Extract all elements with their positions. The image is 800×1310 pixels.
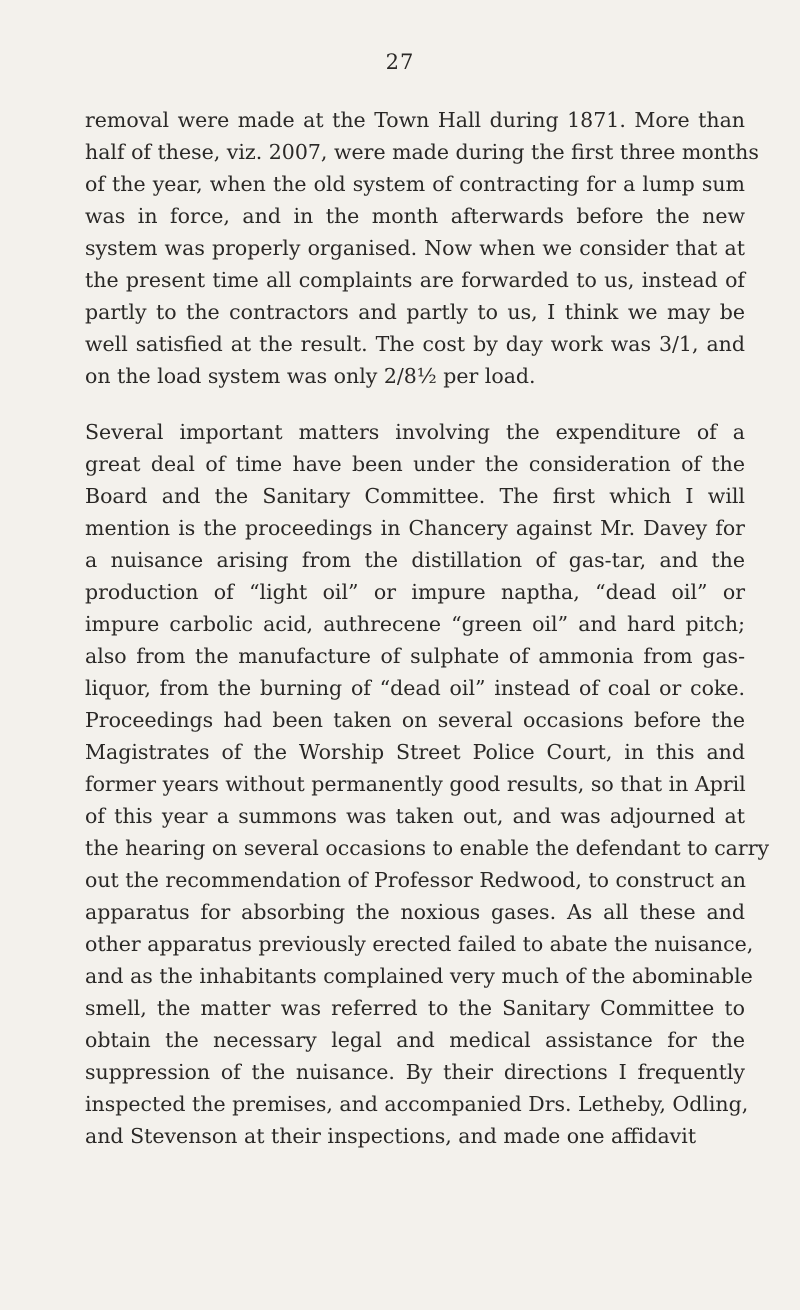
text-line: was in force, and in the month afterwards before the new <box>85 204 745 228</box>
text-line: partly to the contractors and partly to us, I think we may be <box>85 300 745 324</box>
page-number: 27 <box>385 50 415 74</box>
text-line: half of these, viz. 2007, were made during the first three months <box>85 140 759 164</box>
text-line: and as the inhabitants complained very much of the abominable <box>85 964 753 988</box>
text-line: apparatus for absorbing the noxious gases. As all these and <box>85 900 745 924</box>
text-line: system was properly organised. Now when we consider that at <box>85 236 745 260</box>
text-line: great deal of time have been under the consideration of the <box>85 452 745 476</box>
paragraph-2 <box>85 416 770 1152</box>
text-line: a nuisance arising from the distillation of gas-tar, and the <box>85 548 745 572</box>
text-line: impure carbolic acid, authrecene “green oil” and hard pitch; <box>85 612 745 636</box>
text-line: and Stevenson at their inspections, and made one affidavit <box>85 1124 697 1148</box>
text-line: mention is the proceedings in Chancery against Mr. Davey for <box>85 516 745 540</box>
text-line: on the load system was only 2/8½ per load. <box>85 364 536 388</box>
text-line: obtain the necessary legal and medical assistance for the <box>85 1028 745 1052</box>
text-line: out the recommendation of Professor Redwood, to construct an <box>85 868 746 892</box>
text-line: other apparatus previously erected failed to abate the nuisance, <box>85 932 754 956</box>
text-line: the hearing on several occasions to enable the defendant to carry <box>85 836 770 860</box>
text-line: Magistrates of the Worship Street Police Court, in this and <box>85 740 745 764</box>
text-line: production of “light oil” or impure naptha, “dead oil” or <box>85 580 745 604</box>
text-line: smell, the matter was referred to the Sanitary Committee to <box>85 996 745 1020</box>
text-line: of this year a summons was taken out, and was adjourned at <box>85 804 745 828</box>
text-line: inspected the premises, and accompanied Drs. Letheby, Odling, <box>85 1092 749 1116</box>
text-line: Several important matters involving the expenditure of a <box>85 420 745 444</box>
text-line: Board and the Sanitary Committee. The first which I will <box>85 484 745 508</box>
text-line: Proceedings had been taken on several occasions before the <box>85 708 745 732</box>
paragraph-1 <box>85 104 759 392</box>
text-line: liquor, from the burning of “dead oil” instead of coal or coke. <box>85 676 745 700</box>
text-line: well satisfied at the result. The cost by day work was 3/1, and <box>85 332 745 356</box>
text-line: also from the manufacture of sulphate of ammonia from gas- <box>85 644 745 668</box>
text-line: suppression of the nuisance. By their directions I frequently <box>85 1060 745 1084</box>
text-line: of the year, when the old system of contracting for a lump sum <box>85 172 745 196</box>
text-line: the present time all complaints are forwarded to us, instead of <box>85 268 745 292</box>
text-line: former years without permanently good results, so that in April <box>85 772 746 796</box>
text-line: removal were made at the Town Hall during 1871. More than <box>85 108 745 132</box>
